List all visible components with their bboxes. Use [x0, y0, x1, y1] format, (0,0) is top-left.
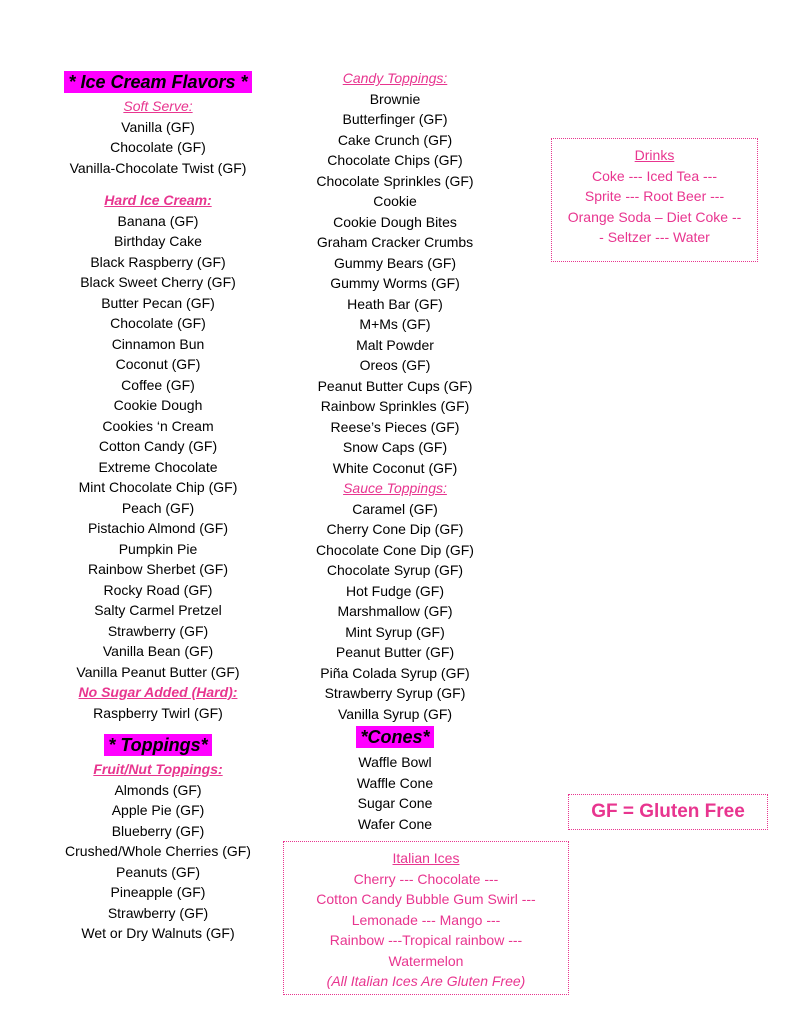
- list-item: Almonds (GF): [114, 781, 202, 798]
- italian-ices-box: [283, 841, 569, 995]
- list-item: Mint Syrup (GF): [345, 623, 445, 640]
- list-item: Black Raspberry (GF): [90, 253, 226, 270]
- soft-serve-list: [10, 117, 306, 179]
- list-item: Peanut Butter (GF): [335, 644, 455, 660]
- list-item: Sugar Cone: [357, 795, 433, 811]
- sauce-toppings-list: [300, 499, 490, 725]
- list-item: Coffee (GF): [121, 376, 195, 393]
- list-item: Salty Carmel Pretzel: [94, 602, 222, 618]
- list-item: White Coconut (GF): [332, 459, 458, 476]
- candy-toppings-heading: Candy Toppings:: [342, 70, 448, 86]
- list-item: Coconut (GF): [115, 356, 201, 372]
- gluten-free-note: GF = Gluten Free: [591, 801, 745, 822]
- list-item: Birthday Cake: [114, 233, 202, 249]
- list-item: Butter Pecan (GF): [101, 294, 215, 311]
- italian-ices-note: (All Italian Ices Are Gluten Free): [326, 973, 526, 989]
- fruit-nut-list: [10, 780, 306, 944]
- italian-ices-line: Cotton Candy Bubble Gum Swirl ---: [316, 891, 536, 907]
- list-item: Rocky Road (GF): [103, 581, 213, 598]
- list-item: Pineapple (GF): [110, 884, 206, 900]
- list-item: Waffle Cone: [356, 774, 434, 791]
- list-item: M+Ms (GF): [359, 316, 431, 332]
- list-item: Strawberry (GF): [107, 904, 209, 921]
- list-item: Peach (GF): [121, 499, 195, 516]
- list-item: Chocolate Sprinkles (GF): [316, 172, 474, 189]
- list-item: Gummy Worms (GF): [330, 275, 460, 291]
- list-item: Hot Fudge (GF): [345, 582, 445, 599]
- italian-ices-title: Italian Ices: [392, 850, 460, 866]
- list-item: Wet or Dry Walnuts (GF): [81, 925, 235, 941]
- list-item: Mint Chocolate Chip (GF): [78, 479, 238, 495]
- list-item: Chocolate (GF): [110, 315, 206, 331]
- list-item: Strawberry Syrup (GF): [324, 685, 466, 701]
- candy-toppings-list: [300, 89, 490, 479]
- gluten-free-note-box: [568, 794, 768, 830]
- fruit-nut-heading: Fruit/Nut Toppings:: [93, 761, 223, 777]
- cones-title: *Cones*: [356, 726, 433, 748]
- left-column: [10, 70, 306, 944]
- list-item: Rainbow Sherbet (GF): [87, 561, 229, 577]
- list-item: Reese’s Pieces (GF): [330, 418, 460, 435]
- list-item: Gummy Bears (GF): [333, 254, 457, 271]
- list-item: Wafer Cone: [357, 815, 433, 832]
- list-item: Caramel (GF): [352, 500, 438, 517]
- list-item: Apple Pie (GF): [111, 802, 205, 818]
- list-item: Pumpkin Pie: [118, 540, 198, 557]
- list-item: Malt Powder: [356, 336, 434, 353]
- list-item: Chocolate Chips (GF): [327, 152, 463, 168]
- list-item: Butterfinger (GF): [342, 111, 448, 127]
- drinks-line: - Seltzer --- Water: [599, 229, 710, 245]
- list-item: Vanilla-Chocolate Twist (GF): [69, 159, 247, 176]
- list-item: Rainbow Sprinkles (GF): [320, 398, 470, 414]
- list-item: Vanilla Syrup (GF): [337, 705, 453, 722]
- list-item: Chocolate Cone Dip (GF): [316, 541, 474, 558]
- list-item: Graham Cracker Crumbs: [316, 234, 474, 250]
- italian-ices-line: Rainbow ---Tropical rainbow ---: [329, 932, 523, 948]
- list-item: Cinnamon Bun: [111, 335, 205, 352]
- list-item: Peanut Butter Cups (GF): [317, 377, 473, 394]
- list-item: Marshmallow (GF): [337, 603, 453, 619]
- list-item: Cotton Candy (GF): [98, 438, 218, 454]
- list-item: Cookie Dough Bites: [333, 213, 457, 230]
- list-item: Crushed/Whole Cherries (GF): [65, 843, 251, 859]
- list-item: Vanilla (GF): [121, 118, 195, 135]
- list-item: Brownie: [369, 90, 421, 107]
- list-item: Extreme Chocolate: [98, 458, 218, 475]
- list-item: Waffle Bowl: [358, 754, 432, 770]
- list-item: Strawberry (GF): [107, 622, 209, 639]
- hard-ice-cream-heading: Hard Ice Cream:: [104, 192, 212, 208]
- middle-column: [300, 68, 490, 834]
- list-item: Pistachio Almond (GF): [87, 520, 229, 536]
- list-item: Cookie: [373, 193, 417, 209]
- toppings-title: * Toppings*: [104, 734, 211, 756]
- list-item: Banana (GF): [117, 212, 199, 229]
- drinks-line: Coke --- Iced Tea ---: [592, 167, 717, 184]
- list-item: Heath Bar (GF): [347, 295, 443, 312]
- cones-list: [300, 752, 490, 834]
- list-item: Snow Caps (GF): [342, 439, 448, 455]
- list-item: Vanilla Peanut Butter (GF): [76, 663, 240, 680]
- list-item: Cookies ‘n Cream: [102, 417, 214, 434]
- sauce-toppings-heading: Sauce Toppings:: [343, 480, 447, 496]
- list-item: Chocolate Syrup (GF): [326, 562, 464, 578]
- list-item: Cherry Cone Dip (GF): [326, 521, 464, 537]
- italian-ices-line: Watermelon: [388, 952, 464, 969]
- drinks-line: Orange Soda – Diet Coke --: [567, 208, 742, 225]
- list-item: Chocolate (GF): [110, 139, 206, 155]
- list-item: Cake Crunch (GF): [337, 131, 453, 148]
- italian-ices-line: Cherry --- Chocolate ---: [353, 870, 499, 887]
- drinks-line: Sprite --- Root Beer ---: [584, 188, 725, 204]
- list-item: Peanuts (GF): [115, 863, 201, 880]
- hard-ice-cream-list: [10, 211, 306, 683]
- list-item: Raspberry Twirl (GF): [93, 704, 223, 721]
- no-sugar-heading: No Sugar Added (Hard):: [78, 684, 238, 700]
- soft-serve-heading: Soft Serve:: [123, 98, 193, 114]
- list-item: Vanilla Bean (GF): [102, 643, 214, 659]
- list-item: Piña Colada Syrup (GF): [320, 664, 470, 681]
- italian-ices-line: Lemonade --- Mango ---: [351, 911, 501, 928]
- list-item: Black Sweet Cherry (GF): [80, 274, 236, 290]
- drinks-box: [551, 138, 758, 262]
- drinks-title: Drinks: [634, 147, 675, 163]
- list-item: Oreos (GF): [359, 357, 431, 373]
- list-item: Blueberry (GF): [111, 822, 205, 839]
- list-item: Cookie Dough: [113, 397, 203, 413]
- ice-cream-flavors-title: * Ice Cream Flavors *: [64, 71, 251, 93]
